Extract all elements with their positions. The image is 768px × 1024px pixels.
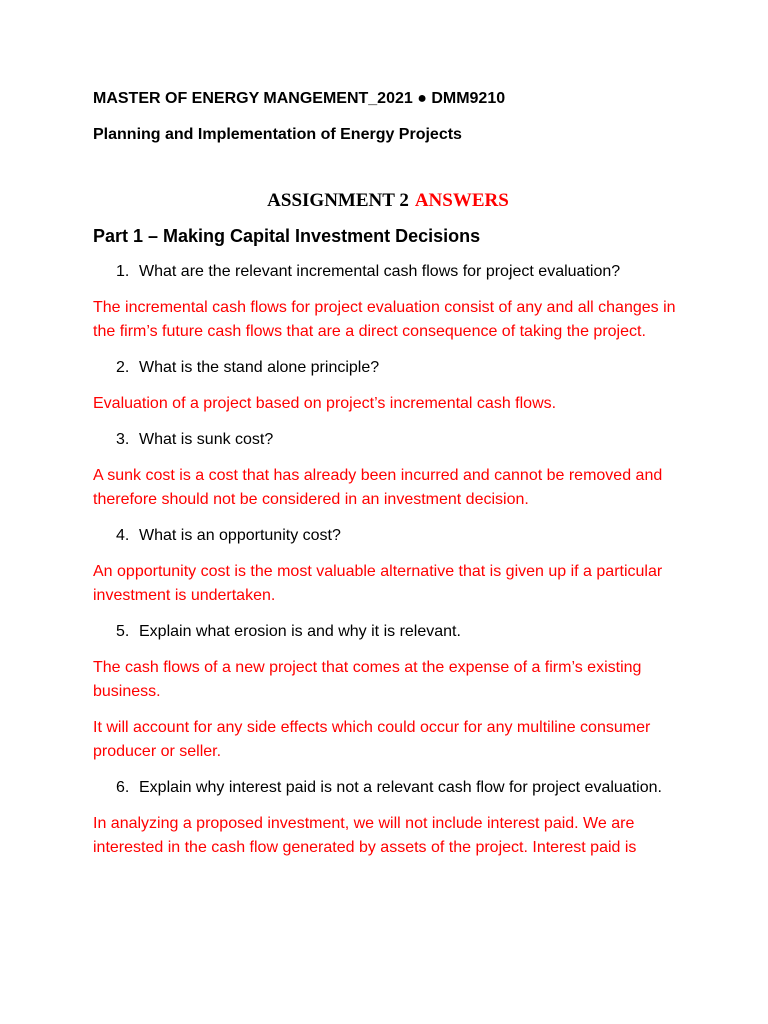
question-text: What is an opportunity cost? [139,527,341,544]
question-number: 6. [116,779,130,796]
question-1 [93,260,683,284]
question-number: 2. [116,359,130,376]
question-number: 4. [116,527,130,544]
assignment-label: ASSIGNMENT 2 [267,190,409,211]
question-4 [93,524,683,548]
question-2 [93,356,683,380]
course-line: MASTER OF ENERGY MANGEMENT_2021 ● DMM9210 [93,90,506,107]
question-number: 5. [116,623,130,640]
question-3 [93,428,683,452]
answers-label: ANSWERS [414,190,509,211]
subject-line: Planning and Implementation of Energy Projects [93,126,462,143]
question-text: Explain what erosion is and why it is relevant. [139,623,461,640]
question-5 [93,620,683,644]
answer-3: A sunk cost is a cost that has already been incurred and cannot be removed and therefore should not be considered in an investment decision. [93,467,663,508]
answer-6: In analyzing a proposed investment, we will not include interest paid. We are interested in the cash flow generated by assets of the project. Interest paid is [93,815,637,856]
question-6 [93,776,683,800]
answer-5a: The cash flows of a new project that comes at the expense of a firm’s existing business. [93,659,642,700]
assignment-title [93,188,683,214]
question-text: What is sunk cost? [139,431,274,448]
answer-5b: It will account for any side effects which could occur for any multiline consumer producer or seller. [93,719,651,760]
question-text: Explain why interest paid is not a relevant cash flow for project evaluation. [139,779,662,796]
answer-2: Evaluation of a project based on project’s incremental cash flows. [93,395,557,412]
question-text: What are the relevant incremental cash flows for project evaluation? [139,263,621,280]
question-number: 1. [116,263,130,280]
part-heading: Part 1 – Making Capital Investment Decisions [93,226,481,246]
answer-4: An opportunity cost is the most valuable alternative that is given up if a particular investment is undertaken. [93,563,663,604]
question-number: 3. [116,431,130,448]
document-page [93,88,683,872]
question-text: What is the stand alone principle? [139,359,380,376]
answer-1: The incremental cash flows for project evaluation consist of any and all changes in the firm’s future cash flows that are a direct consequence of taking the project. [93,299,676,340]
